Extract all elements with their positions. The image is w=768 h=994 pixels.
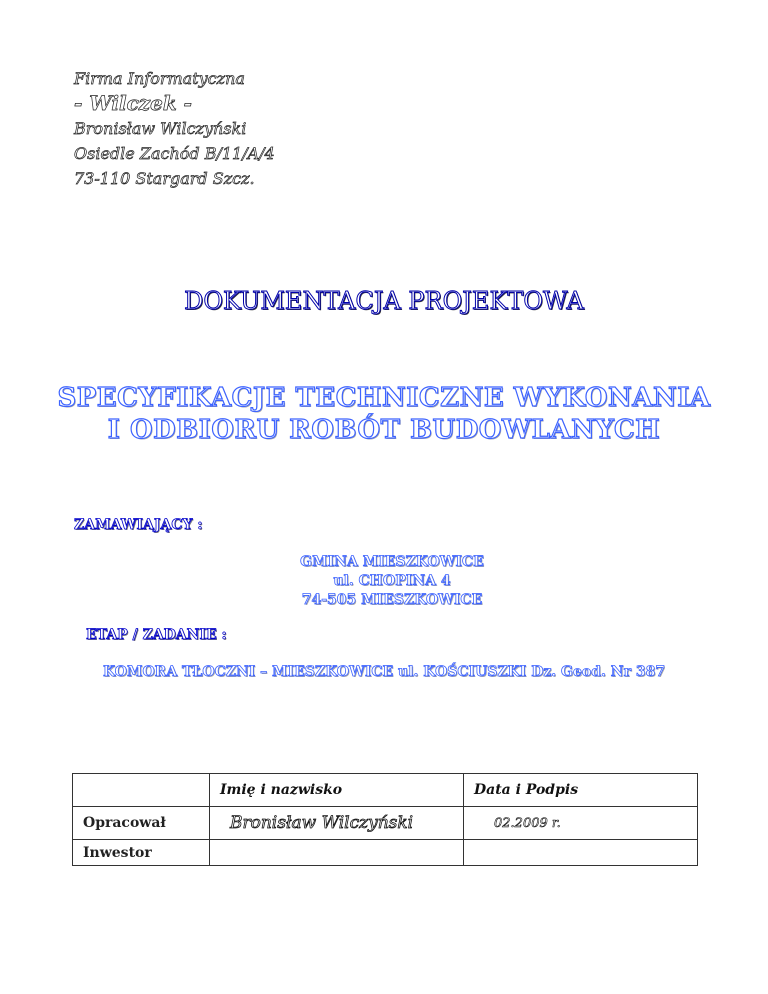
signoff-header-empty <box>73 774 210 807</box>
company-line-1: Firma Informatyczna <box>74 69 245 88</box>
signoff-role-cell: Opracował <box>73 807 210 840</box>
signoff-name-cell <box>210 840 464 866</box>
signoff-row-investor <box>73 840 698 866</box>
stage-value: KOMORA TŁOCZNI – MIESZKOWICE ul. KOŚCIUSZKI Dz. Geod. Nr 387 <box>103 664 666 680</box>
signoff-date-cell <box>464 840 698 866</box>
client-city: 74-505 MIESZKOWICE <box>301 592 483 608</box>
client-label: ZAMAWIAJĄCY : <box>74 517 203 533</box>
company-address: Osiedle Zachód B/11/A/4 <box>74 144 275 163</box>
signoff-date-cell: 02.2009 r. <box>464 807 698 840</box>
signoff-role-cell: Inwestor <box>73 840 210 866</box>
spec-title-line-1: SPECYFIKACJE TECHNICZNE WYKONANIA <box>57 383 711 413</box>
company-brand: - Wilczek - <box>74 91 192 115</box>
spec-title-line-2: I ODBIORU ROBÓT BUDOWLANYCH <box>107 415 661 445</box>
company-header <box>74 66 275 191</box>
client-block <box>0 553 768 610</box>
client-name: GMINA MIESZKOWICE <box>300 554 484 570</box>
client-street: ul. CHOPINA 4 <box>333 573 451 589</box>
signoff-table <box>72 773 698 866</box>
signoff-header-date: Data i Podpis <box>464 774 698 807</box>
spec-title <box>0 382 768 446</box>
signoff-header-name: Imię i nazwisko <box>210 774 464 807</box>
signoff-name-cell: Bronisław Wilczyński <box>210 807 464 840</box>
document-title: DOKUMENTACJA PROJEKTOWA <box>184 287 584 315</box>
signoff-header-row <box>73 774 698 807</box>
signoff-row-author <box>73 807 698 840</box>
company-city: 73-110 Stargard Szcz. <box>74 169 255 188</box>
stage-label: ETAP / ZADANIE : <box>86 627 227 643</box>
company-owner: Bronisław Wilczyński <box>74 119 247 138</box>
